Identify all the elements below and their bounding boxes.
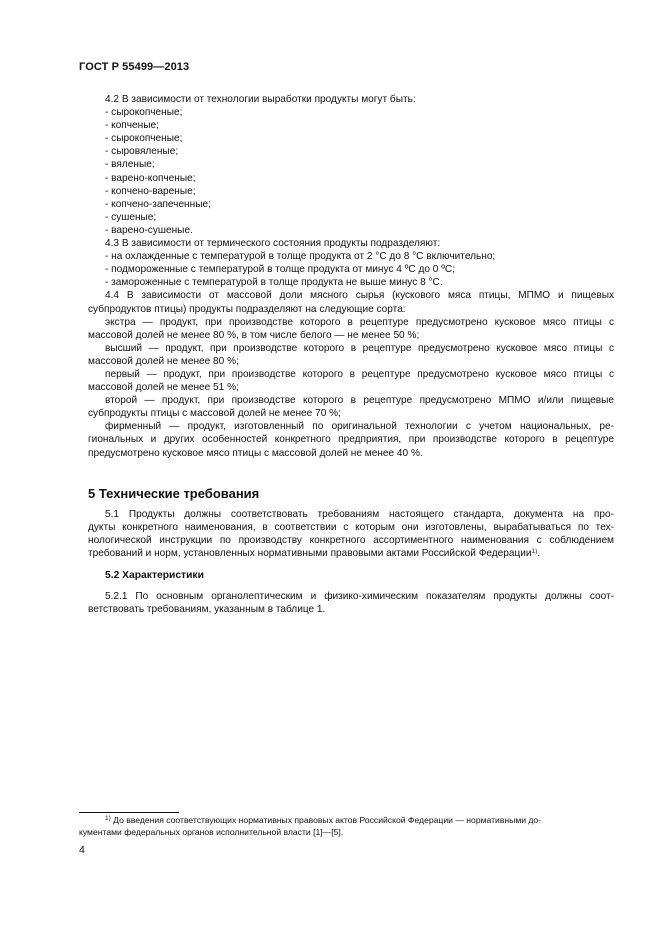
list-item: - подмороженные с температурой в толще продукта от минус 4 ºС до 0 ºС;: [105, 264, 455, 276]
list-item: - сыровяленые;: [105, 146, 179, 158]
list-item: - копченые;: [105, 120, 159, 132]
clause-5-2-1-line: 5.2.1 По основным органолептическим и физико-химическим показателям продукты должны соот-: [105, 591, 614, 602]
list-item: - сушеные;: [105, 211, 157, 223]
clause-5-2-1: [88, 590, 614, 616]
section-5-title: 5 Технические требования: [88, 486, 260, 501]
list-item: - копчено-вареные;: [105, 185, 196, 197]
list-item: - замороженные с температурой в толще продукта не выше минус 8 °С.: [105, 277, 443, 289]
grade-first-line: первый — продукт, при производстве которого в рецептуре предусмотрено кусковое мясо птицы с: [105, 368, 614, 380]
clause-5-1-end: .: [537, 548, 541, 560]
list-item: - сырокопченые;: [105, 107, 183, 119]
footnote-line: кументами федеральных органов исполнительной власти [1]—[5].: [79, 826, 344, 837]
document-id-header: ГОСТ Р 55499—2013: [79, 61, 190, 73]
grade-branded-line: предусмотрено кусковое мясо птицы с массовой долей не менее 40 %.: [88, 447, 423, 459]
grade-highest-line: высший — продукт, при производстве которого в рецептуре предусмотрено кусковое мясо птицы с: [105, 342, 614, 354]
clause-5-1-line: требований и норм, установленных нормативными правовыми актами Российской Федерации: [88, 548, 532, 560]
clause-5-1-line: 5.1 Продукты должны соответствовать требованиям настоящего стандарта, документа на про-: [105, 509, 614, 520]
section-4-continued: [88, 93, 614, 460]
subsection-5-2-title: 5.2 Характеристики: [105, 570, 204, 581]
footnote-reference[interactable]: 1): [531, 548, 538, 556]
grade-second-line: второй — продукт, при производстве которого в рецептуре предусмотрено МПМО и/или пищевые: [105, 395, 614, 407]
grade-highest-line: массовой долей не менее 80 %;: [88, 355, 239, 367]
footnote-line: [79, 815, 615, 827]
grade-branded-line: фирменный — продукт, изготовленный по оригинальной технологии с учетом национальных, ре-: [105, 421, 614, 433]
list-item: - вяленые;: [105, 159, 155, 171]
list-item: - варено-копченые;: [105, 172, 196, 184]
grade-first-line: массовой долей не менее 51 %;: [88, 382, 239, 394]
clause-4-2-intro: 4.2 В зависимости от технологии выработки продукты могут быть:: [105, 94, 416, 105]
list-item: - варено-сушеные.: [105, 224, 193, 236]
clause-5-2-1-line: ветствовать требованиям, указанным в таблице 1.: [88, 604, 326, 616]
list-item: - на охлажденные с температурой в толще продукта от 2 °С до 8 °С включительно;: [105, 251, 496, 263]
clause-5-1-line: дукты конкретного наименования, в соответствии с которым они изготовлены, вырабатываться по тех-: [88, 522, 614, 534]
clause-4-4-line: 4.4 В зависимости от массовой доли мясного сырья (кускового мяса птицы, МПМО и пищевых: [105, 290, 614, 302]
clause-4-4-line: субпродуктов птицы) продукты подразделяют на следующие сорта:: [88, 303, 406, 315]
grade-second-line: субпродукты птицы с массовой долей не менее 70 %;: [88, 408, 341, 420]
list-item: - сырокопченые;: [105, 133, 183, 145]
page-number: 4: [79, 844, 85, 856]
clause-5-1-last-line: [88, 547, 614, 560]
grade-extra-line: массовой долей не менее 80 %, в том числе белого — не менее 50 %;: [88, 329, 420, 341]
grade-extra-line: экстра — продукт, при производстве которого в рецептуре предусмотрено кусковое мясо птицы с: [105, 316, 614, 328]
clause-5-1: [88, 508, 614, 560]
grade-branded-line: гиональных и других особенностей конкретного предприятия, при производстве которого в рецептуре: [88, 434, 614, 446]
footnote-marker: 1): [105, 815, 111, 822]
clause-5-1-line: нологической инструкции по производству конкретного ассортиментного наименования с соблюдением: [88, 535, 614, 547]
footnote-text: До введения соответствующих нормативных правовых актов Российской Федерации — нормативными до-: [113, 815, 542, 825]
clause-4-3-intro: 4.3 В зависимости от термического состояния продукты подразделяют:: [105, 238, 441, 250]
footnote-divider: [79, 812, 179, 813]
footnote: [79, 815, 615, 838]
list-item: - копчено-запеченные;: [105, 198, 211, 210]
